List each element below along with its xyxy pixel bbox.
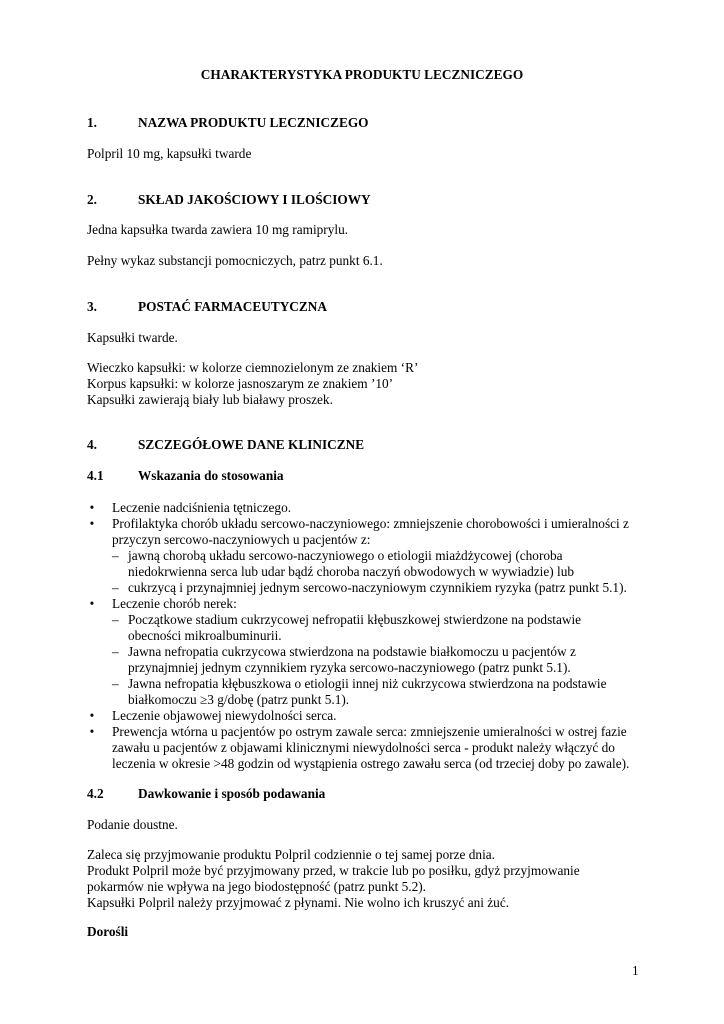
list-item-text: Leczenie nadciśnienia tętniczego. bbox=[112, 500, 292, 515]
section-4-2-heading: Dawkowanie i sposób podawania bbox=[138, 786, 326, 801]
dash-icon: – bbox=[112, 644, 119, 659]
indications-list bbox=[87, 500, 647, 772]
list-item-text: Leczenie objawowej niewydolności serca. bbox=[112, 708, 337, 723]
sub-list-item bbox=[112, 676, 647, 708]
capsule-cap-line: Wieczko kapsułki: w kolorze ciemnozielonym ze znakiem ‘R’ bbox=[87, 360, 419, 375]
section-2-heading: SKŁAD JAKOŚCIOWY I ILOŚCIOWY bbox=[138, 192, 371, 207]
sub-list-item-text: obecności mikroalbuminurii. bbox=[128, 628, 282, 643]
dash-icon: – bbox=[112, 676, 119, 691]
sub-list-item bbox=[112, 612, 647, 644]
administration-route-text: Podanie doustne. bbox=[87, 817, 178, 832]
section-3-heading: POSTAĆ FARMACEUTYCZNA bbox=[138, 299, 327, 314]
capsule-content-line: Kapsułki zawierają biały lub białawy proszek. bbox=[87, 392, 333, 407]
bullet-icon: • bbox=[89, 708, 95, 723]
dosing-line: pokarmów nie wpływa na jego biodostępność (patrz punkt 5.2). bbox=[87, 879, 426, 894]
page-number: 1 bbox=[632, 963, 639, 978]
list-item bbox=[87, 500, 647, 516]
capsule-body-line: Korpus kapsułki: w kolorze jasnoszarym ze znakiem ’10’ bbox=[87, 376, 394, 391]
list-item bbox=[87, 724, 647, 772]
list-item bbox=[87, 596, 647, 708]
bullet-icon: • bbox=[89, 596, 95, 611]
sub-list-item-text: białkomoczu ≥3 g/dobę (patrz punkt 5.1). bbox=[128, 692, 350, 707]
composition-text: Jedna kapsułka twarda zawiera 10 mg ramiprylu. bbox=[87, 222, 349, 237]
sub-list-item-text: jawną chorobą układu sercowo-naczyniowego o etiologii miażdżycowej (choroba bbox=[128, 548, 563, 563]
bullet-icon: • bbox=[89, 724, 95, 739]
adults-subheading: Dorośli bbox=[87, 924, 129, 939]
dash-icon: – bbox=[112, 580, 119, 595]
dash-icon: – bbox=[112, 612, 119, 627]
list-item-text: Profilaktyka chorób układu sercowo-naczyniowego: zmniejszenie chorobowości i umieralności z bbox=[112, 516, 629, 531]
dosing-line: Kapsułki Polpril należy przyjmować z płynami. Nie wolno ich kruszyć ani żuć. bbox=[87, 895, 510, 910]
sub-list-item-text: cukrzycą i przynajmniej jednym sercowo-naczyniowym czynnikiem ryzyka (patrz punkt 5.1). bbox=[128, 580, 627, 595]
document-title: CHARAKTERYSTYKA PRODUKTU LECZNICZEGO bbox=[200, 67, 524, 82]
list-item-text: przyczyn sercowo-naczyniowych u pacjentów z: bbox=[112, 532, 371, 547]
dosing-instructions bbox=[87, 847, 580, 911]
excipients-text: Pełny wykaz substancji pomocniczych, patrz punkt 6.1. bbox=[87, 253, 383, 268]
sub-list bbox=[112, 612, 647, 708]
section-4-1-number: 4.1 bbox=[87, 468, 104, 483]
sub-list-item-text: Jawna nefropatia kłębuszkowa o etiologii innej niż cukrzycowa stwierdzona na podstawie bbox=[128, 676, 607, 691]
list-item-text: Leczenie chorób nerek: bbox=[112, 596, 237, 611]
capsule-description bbox=[87, 360, 418, 408]
list-item-text: Prewencja wtórna u pacjentów po ostrym zawale serca: zmniejszenie umieralności w ostrej fazie bbox=[112, 724, 627, 739]
list-item-text: leczenia w okresie >48 godzin od wystąpienia ostrego zawału serca (od trzeciej doby po zawale). bbox=[112, 756, 630, 771]
sub-list-item-text: niedokrwienna serca lub udar bądź choroba naczyń obwodowych w wywiadzie) lub bbox=[128, 564, 575, 579]
dash-icon: – bbox=[112, 548, 119, 563]
section-4-2-number: 4.2 bbox=[87, 786, 104, 801]
sub-list-item-text: Początkowe stadium cukrzycowej nefropatii kłębuszkowej stwierdzone na podstawie bbox=[128, 612, 582, 627]
form-text: Kapsułki twarde. bbox=[87, 330, 178, 345]
section-1-number: 1. bbox=[87, 115, 97, 130]
product-name-text: Polpril 10 mg, kapsułki twarde bbox=[87, 146, 252, 161]
sub-list-item bbox=[112, 644, 647, 676]
sub-list-item-text: Jawna nefropatia cukrzycowa stwierdzona na podstawie białkomoczu u pacjentów z bbox=[128, 644, 576, 659]
section-2-number: 2. bbox=[87, 192, 97, 207]
sub-list-item-text: przynajmniej jednym czynnikiem ryzyka sercowo-naczyniowego (patrz punkt 5.1). bbox=[128, 660, 571, 675]
section-4-number: 4. bbox=[87, 437, 97, 452]
dosing-line: Zaleca się przyjmowanie produktu Polpril codziennie o tej samej porze dnia. bbox=[87, 847, 496, 862]
sub-list-item bbox=[112, 548, 647, 580]
list-item-text: zawału u pacjentów z objawami klinicznymi niewydolności serca - produkt należy włączyć do bbox=[112, 740, 615, 755]
bullet-icon: • bbox=[89, 500, 95, 515]
section-4-1-heading: Wskazania do stosowania bbox=[138, 468, 284, 483]
section-3-number: 3. bbox=[87, 299, 97, 314]
section-1-heading: NAZWA PRODUKTU LECZNICZEGO bbox=[138, 115, 369, 130]
dosing-line: Produkt Polpril może być przyjmowany przed, w trakcie lub po posiłku, gdyż przyjmowanie bbox=[87, 863, 580, 878]
sub-list bbox=[112, 548, 647, 596]
list-item bbox=[87, 708, 647, 724]
sub-list-item bbox=[112, 580, 647, 596]
bullet-icon: • bbox=[89, 516, 95, 531]
list-item bbox=[87, 516, 647, 596]
section-4-heading: SZCZEGÓŁOWE DANE KLINICZNE bbox=[138, 437, 365, 452]
